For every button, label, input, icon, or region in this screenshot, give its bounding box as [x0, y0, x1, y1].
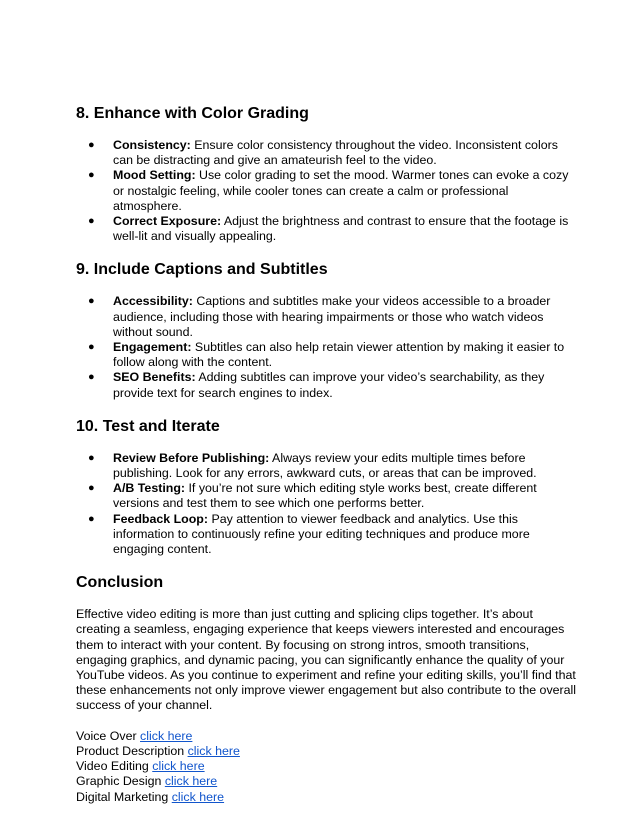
- list-item: [88, 511, 578, 558]
- bullet-icon: ●: [88, 139, 95, 151]
- list-item-text: Use color grading to set the mood. Warmer tones can evoke a cozy or nostalgic feeling, while cooler tones can create a calm or professional atmosphere.: [113, 168, 569, 213]
- video-editing-link[interactable]: click here: [152, 759, 205, 774]
- link-label: Product Description: [76, 743, 188, 758]
- link-row-graphic-design: [76, 774, 578, 789]
- bullet-icon: ●: [88, 215, 95, 228]
- graphic-design-link[interactable]: click here: [164, 774, 218, 789]
- conclusion-paragraph: Effective video editing is more than just cutting and splicing clips together. It’s about creating a seamless, engaging experience that keeps viewers interested and encourages them to interact with your content. By focusing on strong intros, smooth transitions, engaging graphics, and dynamic pacing, you can significantly enhance the quality of your YouTube videos. As you continue to experiment and refine your editing skills, you’ll find that these enhancements not only improve viewer engagement but also contribute to the overall success of your channel.: [76, 607, 577, 713]
- bullet-list: [76, 138, 578, 244]
- bullet-icon: ●: [88, 341, 95, 354]
- list-item-term: SEO Benefits:: [113, 370, 196, 385]
- list-item: [88, 168, 578, 214]
- list-item: [88, 450, 578, 481]
- digital-marketing-link[interactable]: click here: [171, 789, 225, 804]
- list-item-term: Engagement:: [113, 340, 192, 355]
- list-item-term: Review Before Publishing:: [113, 450, 270, 465]
- link-label: Voice Over: [76, 728, 141, 743]
- conclusion-heading: Conclusion: [76, 574, 164, 592]
- bullet-icon: ●: [88, 169, 95, 182]
- list-item: [88, 340, 578, 370]
- list-item-term: Consistency:: [113, 138, 191, 152]
- link-row-digital-marketing: [76, 790, 578, 805]
- bullet-icon: ●: [88, 451, 95, 464]
- link-label: Digital Marketing: [76, 789, 172, 804]
- list-item-text: Captions and subtitles make your videos accessible to a broader audience, including those with hearing impairments or those who watch videos without sound.: [113, 294, 551, 339]
- service-links: [76, 729, 578, 805]
- section-conclusion: [76, 573, 578, 804]
- list-item-term: Accessibility:: [113, 294, 193, 309]
- list-item-term: A/B Testing:: [113, 481, 186, 496]
- list-item: [88, 294, 578, 340]
- list-item: [88, 214, 578, 244]
- link-row-voice-over: [76, 729, 578, 744]
- link-label: Video Editing: [76, 759, 153, 774]
- bullet-list: [76, 451, 578, 557]
- list-item: [88, 138, 578, 168]
- section-test-iterate: [76, 417, 578, 557]
- list-item-text: If you’re not sure which editing style works best, create different versions and test them to see which one performs better.: [113, 481, 537, 511]
- list-item-text: Subtitles can also help retain viewer attention by making it easier to follow along with the content.: [113, 340, 565, 370]
- section-heading: 8. Enhance with Color Grading: [76, 105, 309, 122]
- list-item-text: Always review your edits multiple times before publishing. Look for any errors, awkward cuts, or areas that can be improved.: [113, 450, 537, 481]
- voice-over-link[interactable]: click here: [140, 728, 193, 743]
- link-row-video-editing: [76, 759, 578, 774]
- section-heading: 10. Test and Iterate: [76, 417, 220, 435]
- list-item-text: Ensure color consistency throughout the video. Inconsistent colors can be distracting and give an amateurish feel to the video.: [113, 138, 558, 168]
- list-item-text: Adding subtitles can improve your video’s searchability, as they provide text for search engines to index.: [113, 370, 545, 400]
- list-item-term: Mood Setting:: [113, 168, 196, 183]
- bullet-icon: ●: [88, 295, 95, 308]
- list-item-text: Adjust the brightness and contrast to ensure that the footage is well-lit and visually appealing.: [113, 214, 569, 244]
- list-item-term: Correct Exposure:: [113, 214, 222, 229]
- section-color-grading: [76, 104, 578, 244]
- list-item: [88, 370, 578, 400]
- section-heading: 9. Include Captions and Subtitles: [76, 261, 328, 279]
- bullet-icon: ●: [88, 482, 95, 495]
- link-label: Graphic Design: [76, 774, 165, 789]
- list-item: [88, 481, 578, 511]
- bullet-icon: ●: [88, 371, 95, 384]
- link-row-product-description: [76, 744, 578, 759]
- bullet-list: [76, 294, 578, 400]
- section-captions-subtitles: [76, 260, 578, 400]
- bullet-icon: ●: [88, 512, 95, 525]
- product-description-link[interactable]: click here: [187, 743, 240, 758]
- list-item-term: Feedback Loop:: [113, 511, 209, 526]
- list-item-text: Pay attention to viewer feedback and analytics. Use this information to continuously refine your editing techniques and produce more engaging content.: [113, 511, 530, 557]
